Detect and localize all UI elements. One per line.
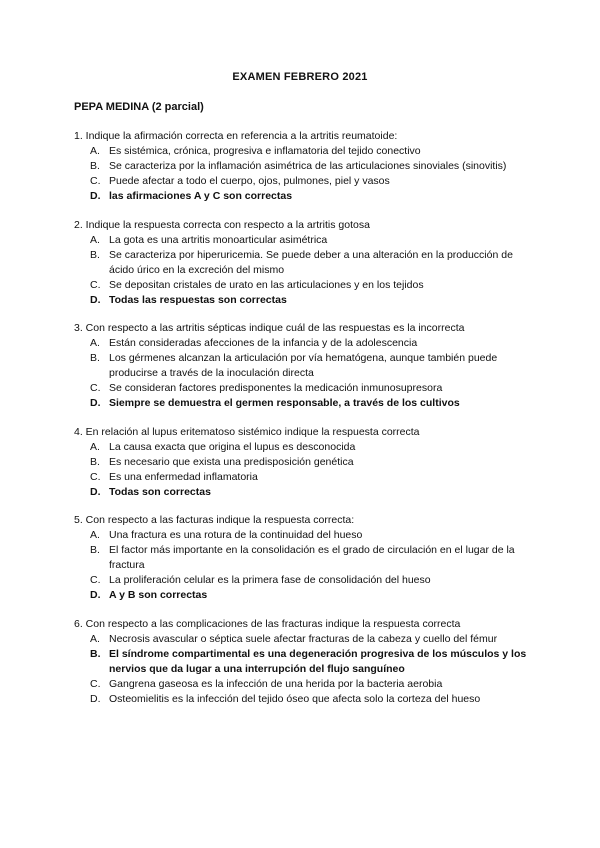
answer-option [74,528,534,543]
option-text: Puede afectar a todo el cuerpo, ojos, pulmones, piel y vasos [109,175,390,187]
question-list [74,129,534,720]
option-text: Necrosis avascular o séptica suele afectar fracturas de la cabeza y cuello del fémur [109,632,498,645]
option-text: Se consideran factores predisponentes la medicación inmunosupresora [109,382,443,394]
option-text: Se caracteriza por hiperuricemia. Se puede deber a una alteración en la producción de ácido úrico en la excreción del mismo [109,248,513,276]
option-letter: C. [90,382,101,394]
answer-option [74,692,534,707]
option-text: Todas son correctas [109,485,211,498]
option-letter: B. [90,544,100,556]
option-text: La gota es una artritis monoarticular asimétrica [109,233,328,246]
option-letter: B. [90,647,101,660]
option-letter: C. [90,677,101,690]
answer-option [74,233,534,248]
question-text: 2. Indique la respuesta correcta con respecto a la artritis gotosa [74,218,370,231]
option-text: Se depositan cristales de urato en las articulaciones y en los tejidos [109,278,424,291]
answer-option [74,543,534,573]
option-letter: D. [90,190,101,202]
page-title: EXAMEN FEBRERO 2021 [232,71,368,83]
option-text: El síndrome compartimental es una degeneración progresiva de los músculos y los nervios que da lugar a una interrupción del flujo sanguíneo [109,647,527,675]
option-letter: C. [90,278,101,291]
question-text: 1. Indique la afirmación correcta en referencia a la artritis reumatoide: [74,130,398,142]
question-text: 3. Con respecto a las artritis sépticas indique cuál de las respuestas es la incorrecta [74,322,465,334]
option-letter: A. [90,632,100,645]
question-6 [74,617,534,707]
option-letter: B. [90,248,100,261]
question-4 [74,425,534,500]
answer-option [74,588,534,603]
question-2 [74,218,534,308]
option-letter: A. [90,529,100,541]
answer-option [74,677,534,692]
answer-option [74,174,534,189]
option-text: Siempre se demuestra el germen responsable, a través de los cultivos [109,397,460,409]
answer-option [74,485,534,500]
option-letter: C. [90,574,101,586]
option-text: A y B son correctas [109,589,208,601]
option-letter: D. [90,589,101,601]
option-text: las afirmaciones A y C son correctas [109,190,293,202]
question-text: 4. En relación al lupus eritematoso sistémico indique la respuesta correcta [74,425,420,438]
question-1 [74,129,534,204]
answer-option [74,647,534,677]
option-letter: B. [90,160,100,172]
option-text: Osteomielitis es la infección del tejido óseo que afecta solo la corteza del hueso [109,692,481,705]
option-text: Gangrena gaseosa es la infección de una herida por la bacteria aerobia [109,677,443,690]
answer-option [74,293,534,308]
question-text: 6. Con respecto a las complicaciones de las fracturas indique la respuesta correcta [74,617,461,630]
answer-option [74,573,534,588]
option-letter: B. [90,455,100,468]
answer-option [74,455,534,470]
option-letter: A. [90,440,100,453]
option-text: La causa exacta que origina el lupus es desconocida [109,440,356,453]
option-text: Todas las respuestas son correctas [109,293,287,306]
answer-option [74,144,534,159]
option-letter: D. [90,293,101,306]
option-letter: C. [90,175,101,187]
question-text: 5. Con respecto a las facturas indique la respuesta correcta: [74,514,355,526]
answer-option [74,396,534,411]
option-letter: D. [90,485,101,498]
option-text: Es sistémica, crónica, progresiva e inflamatoria del tejido conectivo [109,145,421,157]
option-text: Se caracteriza por la inflamación asimétrica de las articulaciones sinoviales (sinovitis) [109,160,507,172]
answer-option [74,189,534,204]
answer-option [74,336,534,351]
answer-option [74,159,534,174]
option-text: Es una enfermedad inflamatoria [109,470,258,483]
option-letter: D. [90,692,101,705]
answer-option [74,278,534,293]
option-text: La proliferación celular es la primera fase de consolidación del hueso [109,574,431,586]
answer-option [74,351,534,381]
answer-option [74,440,534,455]
option-text: Los gérmenes alcanzan la articulación por vía hematógena, aunque también puede producirse a través de la inoculación directa [109,352,498,379]
answer-option [74,381,534,396]
option-letter: A. [90,233,100,246]
option-text: Es necesario que exista una predisposición genética [109,455,354,468]
question-5 [74,513,534,603]
option-text: Una fractura es una rotura de la continuidad del hueso [109,529,363,541]
answer-option [74,632,534,647]
option-letter: A. [90,145,100,157]
answer-option [74,470,534,485]
question-3 [74,321,534,411]
exam-subtitle: PEPA MEDINA (2 parcial) [74,101,204,113]
option-letter: A. [90,337,100,349]
option-letter: D. [90,397,101,409]
option-text: Están consideradas afecciones de la infancia y de la adolescencia [109,337,418,349]
option-letter: C. [90,470,101,483]
option-text: El factor más importante en la consolidación es el grado de circulación en el lugar de la fractura [109,544,515,571]
option-letter: B. [90,352,100,364]
answer-option [74,248,534,278]
